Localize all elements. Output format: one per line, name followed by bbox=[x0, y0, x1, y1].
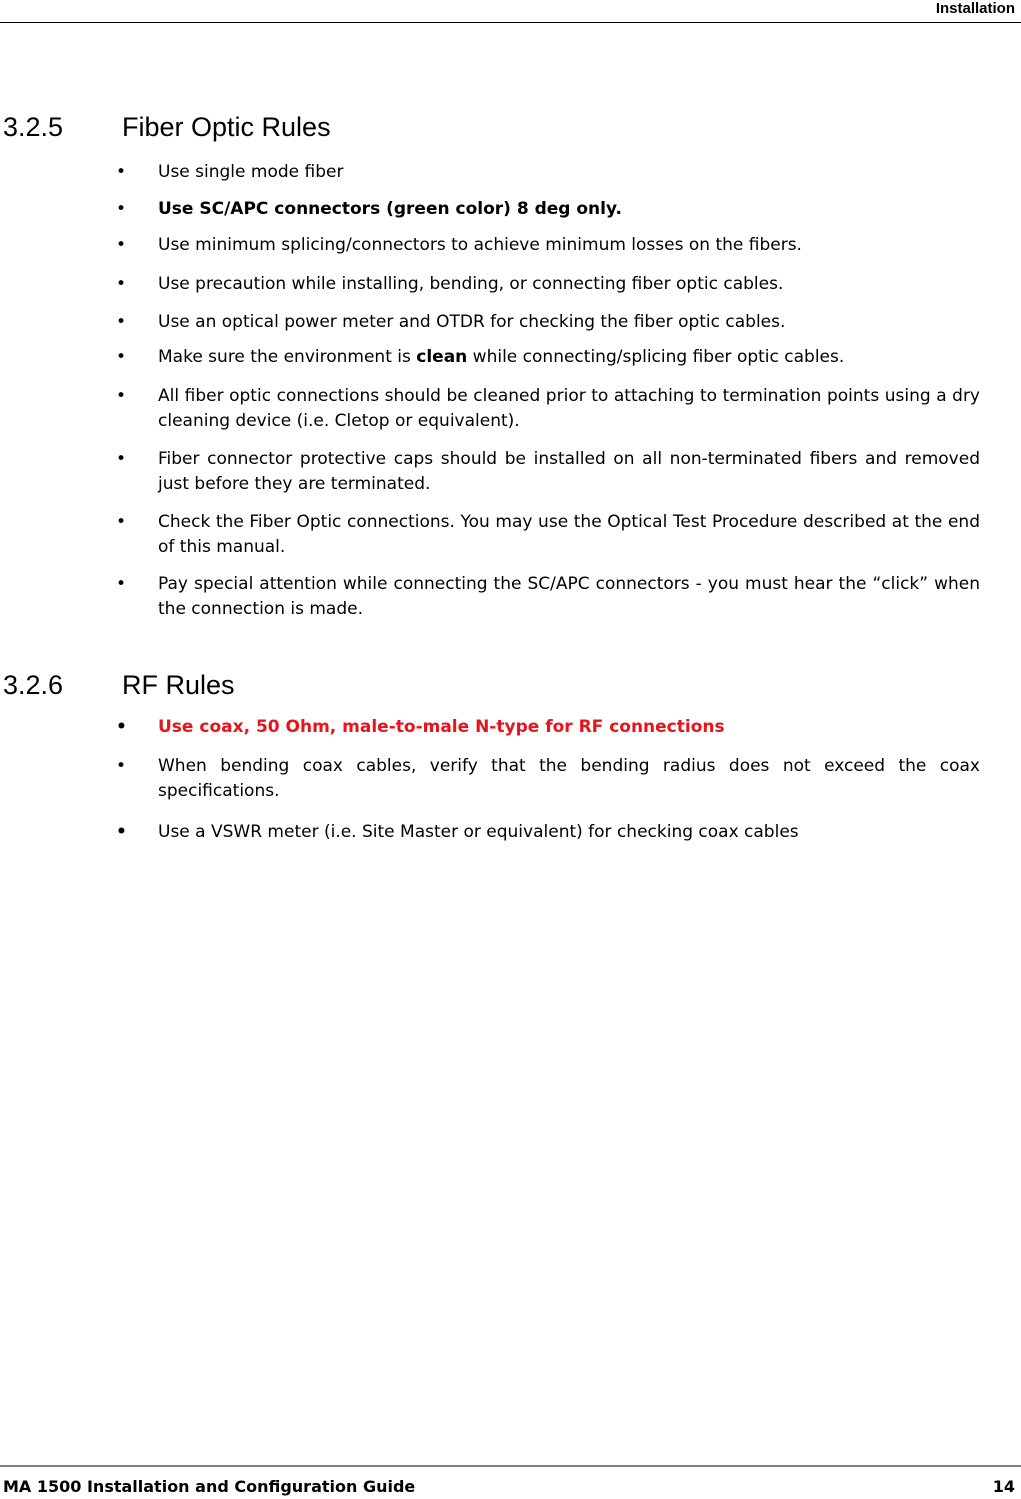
rule-text bbox=[158, 345, 980, 370]
rule-text: Check the Fiber Optic connections. You may use the Optical Test Procedure described at the end of this manual. bbox=[158, 512, 980, 557]
bullet-icon: • bbox=[116, 449, 127, 469]
footer-document-title: MA 1500 Installation and Configuration Guide bbox=[3, 1477, 416, 1496]
section-number: 3.2.5 bbox=[3, 112, 64, 142]
bullet-icon: • bbox=[116, 235, 127, 255]
bullet-icon: • bbox=[116, 274, 127, 294]
section-title: Fiber Optic Rules bbox=[122, 112, 331, 142]
rule-text: Use minimum splicing/connectors to achieve minimum losses on the fibers. bbox=[158, 235, 802, 255]
rule-text: Pay special attention while connecting the SC/APC connectors - you must hear the “click” when the connection is made. bbox=[158, 574, 980, 619]
bullet-icon: • bbox=[116, 386, 127, 406]
rule-text: Use a VSWR meter (i.e. Site Master or equivalent) for checking coax cables bbox=[158, 822, 799, 842]
rule-text: Fiber connector protective caps should be installed on all non-terminated fibers and removed just before they are terminated. bbox=[158, 449, 980, 494]
rule-text: Use coax, 50 Ohm, male-to-male N-type for RF connections bbox=[158, 717, 725, 737]
section-heading-rf-rules bbox=[3, 670, 235, 701]
bullet-icon: • bbox=[116, 574, 127, 594]
bullet-icon: • bbox=[116, 162, 127, 182]
rule-text: All fiber optic connections should be cleaned prior to attaching to termination points using a dry cleaning device (i.e. Cletop or equivalent). bbox=[158, 386, 980, 431]
rule-text: Use SC/APC connectors (green color) 8 deg only. bbox=[158, 199, 622, 219]
section-number: 3.2.6 bbox=[3, 670, 64, 700]
page-header bbox=[0, 0, 1021, 23]
bullet-icon: • bbox=[116, 717, 127, 737]
bullet-icon: • bbox=[116, 312, 127, 332]
rule-text: When bending coax cables, verify that the bending radius does not exceed the coax specifications. bbox=[158, 756, 980, 801]
rule-text: Use precaution while installing, bending, or connecting fiber optic cables. bbox=[158, 274, 784, 294]
rule-text-pre: Make sure the environment is bbox=[158, 347, 417, 367]
bullet-icon: • bbox=[116, 822, 127, 842]
section-heading-fiber-optic-rules bbox=[3, 112, 331, 143]
rule-text-post: while connecting/splicing fiber optic cables. bbox=[467, 347, 845, 367]
bullet-icon: • bbox=[116, 512, 127, 532]
header-title: Installation bbox=[935, 0, 1015, 17]
bullet-icon: • bbox=[116, 199, 127, 219]
rule-text: Use single mode fiber bbox=[158, 162, 344, 182]
page-number: 14 bbox=[992, 1477, 1015, 1496]
bullet-icon: • bbox=[116, 756, 127, 776]
rule-text-emphasis: clean bbox=[416, 347, 468, 367]
rule-text: Use an optical power meter and OTDR for checking the fiber optic cables. bbox=[158, 312, 786, 332]
page-footer bbox=[0, 1465, 1021, 1499]
bullet-icon: • bbox=[116, 347, 127, 367]
section-title: RF Rules bbox=[122, 670, 235, 700]
